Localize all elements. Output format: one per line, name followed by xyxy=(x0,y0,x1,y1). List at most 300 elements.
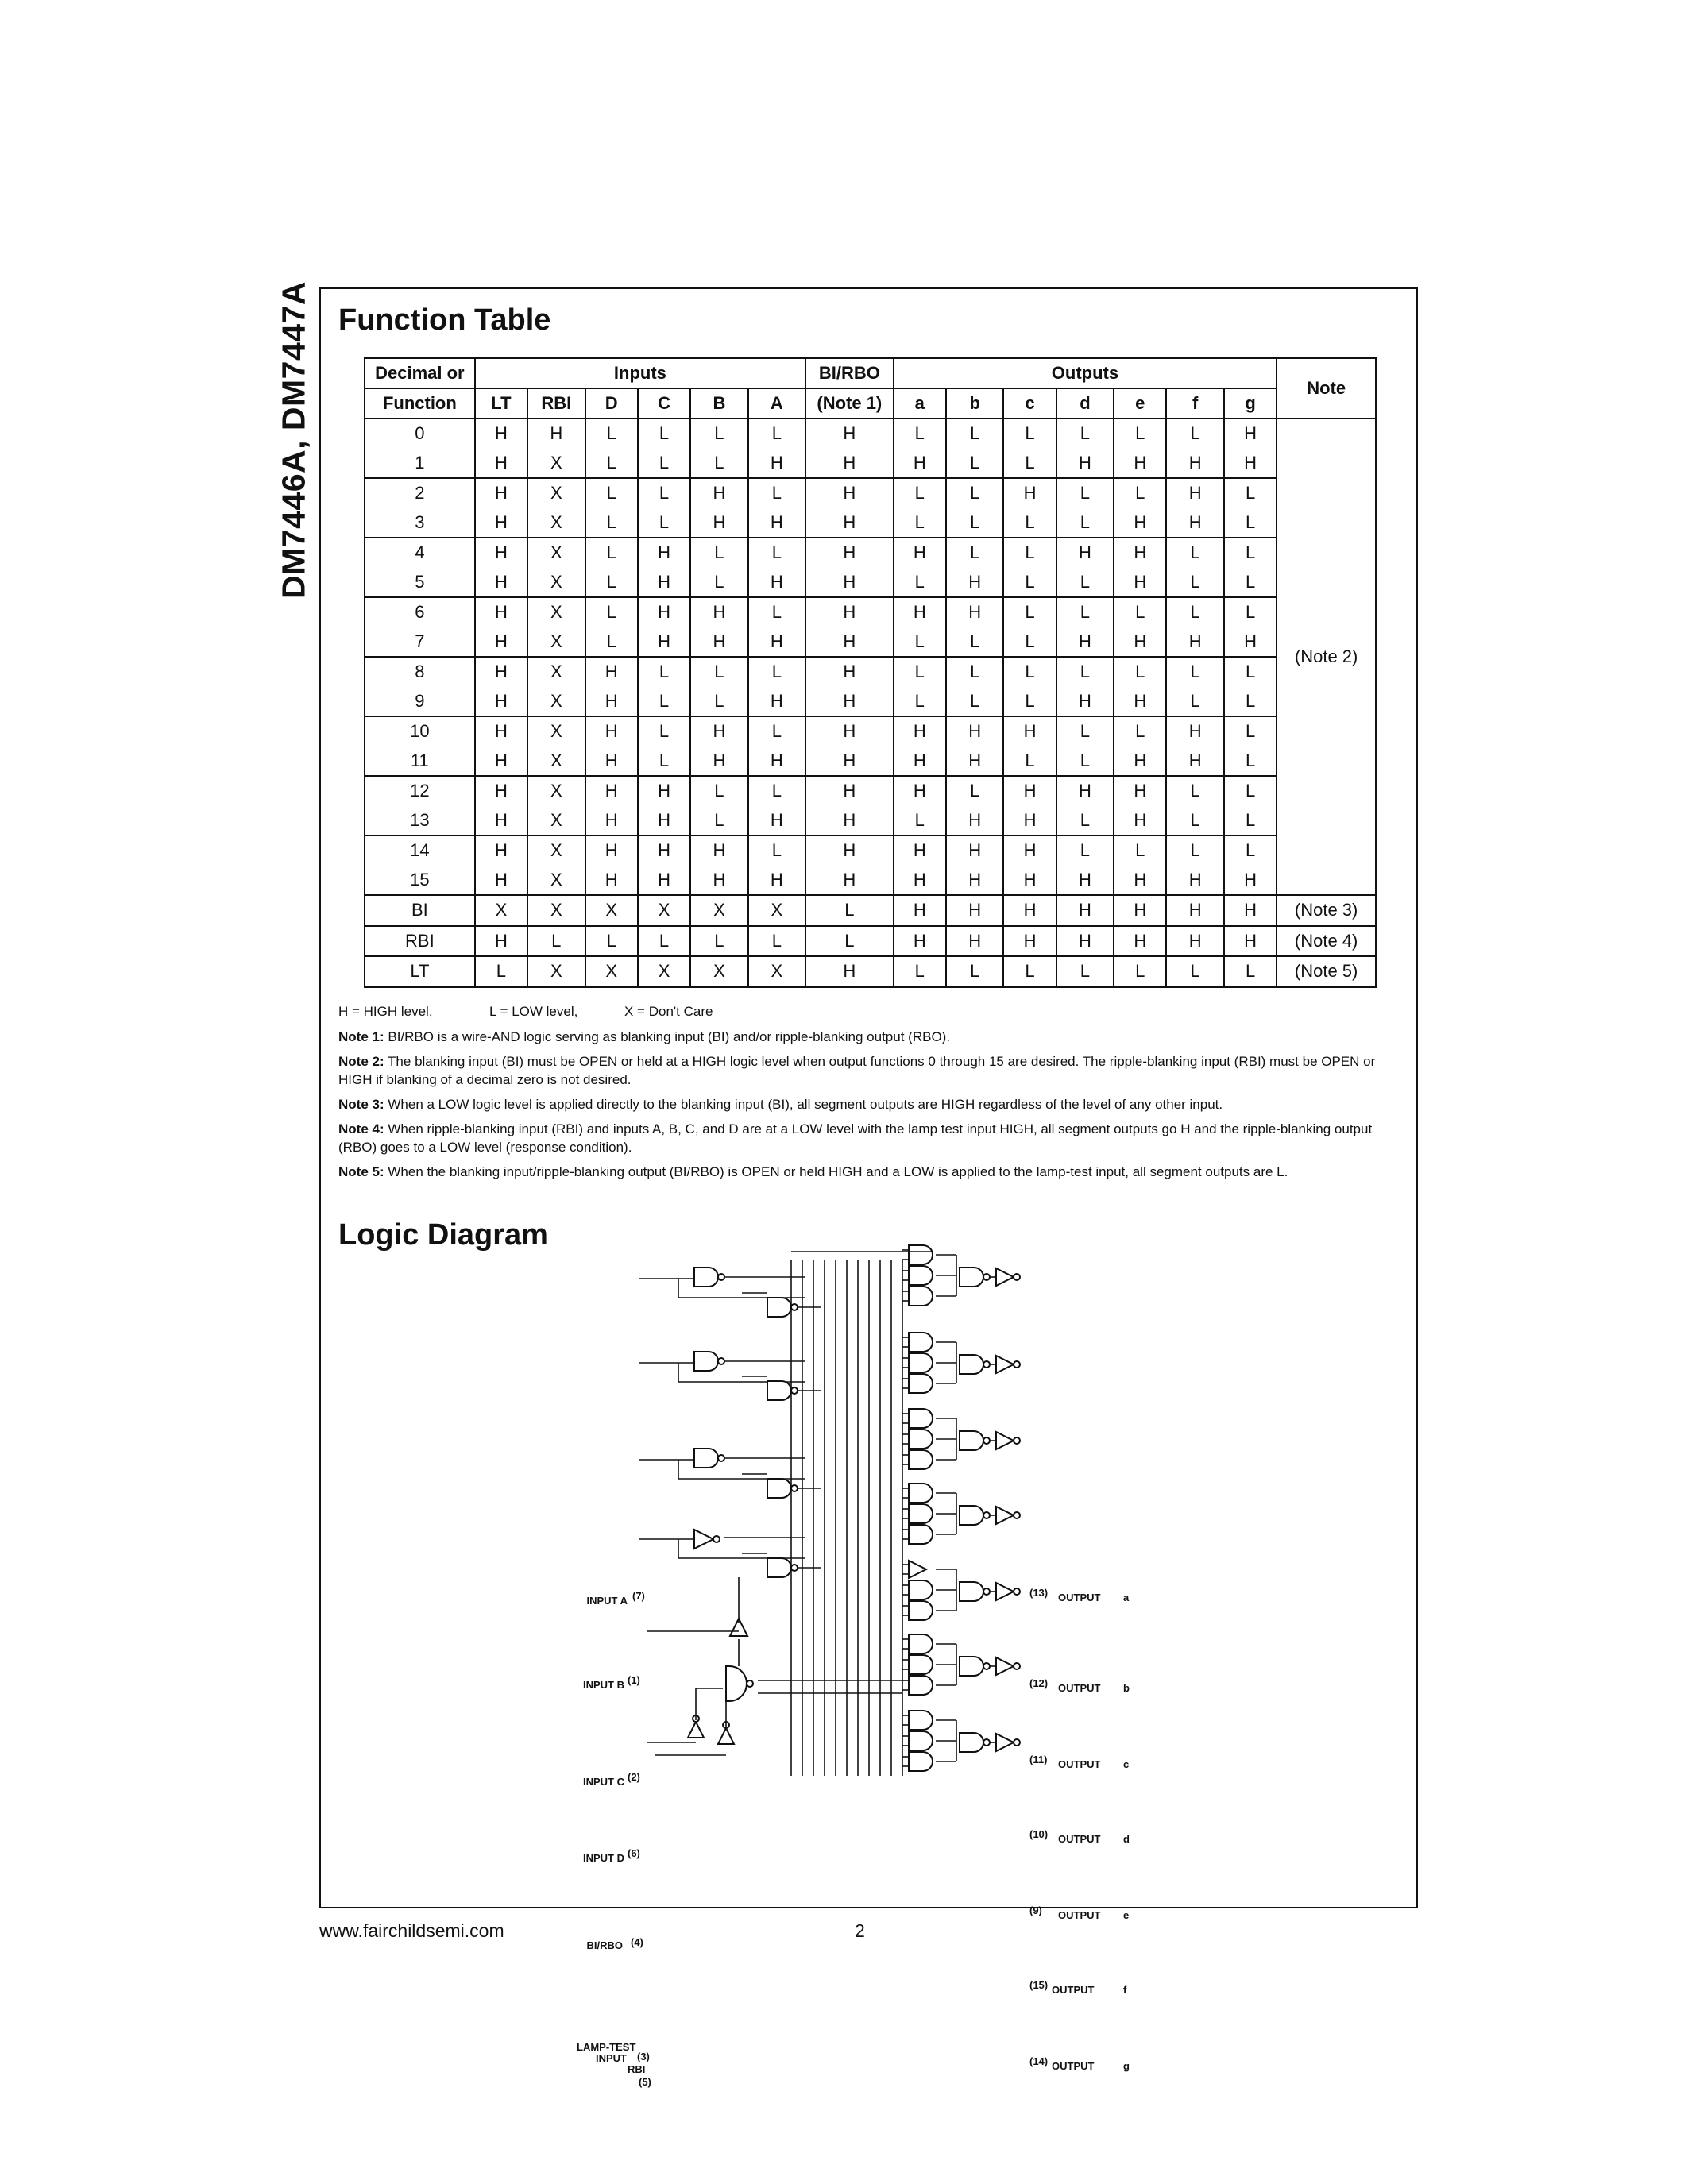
table-row xyxy=(365,835,1376,866)
value-cell: L xyxy=(1003,597,1056,627)
value-cell: H xyxy=(1056,687,1114,717)
value-cell: H xyxy=(894,895,946,926)
value-cell: L xyxy=(946,627,1003,658)
out-c-pin: (11) xyxy=(1029,1754,1048,1765)
value-cell: L xyxy=(1166,597,1223,627)
value-cell: L xyxy=(1056,478,1114,508)
function-table-body xyxy=(365,419,1376,987)
th-col: D xyxy=(585,388,638,419)
th-function: Function xyxy=(365,388,475,419)
value-cell: X xyxy=(527,568,585,598)
value-cell: L xyxy=(638,687,690,717)
value-cell: L xyxy=(638,657,690,687)
table-row xyxy=(365,568,1376,598)
value-cell: L xyxy=(585,538,638,568)
value-cell: H xyxy=(894,747,946,777)
value-cell: H xyxy=(805,538,894,568)
header-row-1 xyxy=(365,358,1376,388)
value-cell: H xyxy=(1166,926,1223,957)
value-cell: L xyxy=(638,508,690,538)
function-cell: 12 xyxy=(365,776,475,806)
value-cell: H xyxy=(1114,926,1166,957)
value-cell: X xyxy=(527,835,585,866)
out-f-seg: f xyxy=(1123,1984,1127,1996)
out-g-seg: g xyxy=(1123,2060,1130,2072)
value-cell: L xyxy=(1166,657,1223,687)
value-cell: H xyxy=(1003,806,1056,836)
value-cell: L xyxy=(585,627,638,658)
value-cell: H xyxy=(1114,866,1166,896)
value-cell: L xyxy=(1224,687,1277,717)
value-cell: H xyxy=(894,926,946,957)
function-cell: 13 xyxy=(365,806,475,836)
table-row xyxy=(365,478,1376,508)
segment-nor-gate xyxy=(960,1268,983,1287)
value-cell: L xyxy=(1114,835,1166,866)
value-cell: L xyxy=(946,687,1003,717)
legend-dont-care: X = Don't Care xyxy=(624,1004,713,1019)
function-cell: 10 xyxy=(365,716,475,747)
th-col: d xyxy=(1056,388,1114,419)
table-row xyxy=(365,716,1376,747)
out-a-label: OUTPUT xyxy=(1058,1592,1101,1603)
value-cell: L xyxy=(748,597,805,627)
value-cell: X xyxy=(527,449,585,479)
th-col: g xyxy=(1224,388,1277,419)
inverter-bubble xyxy=(983,1588,990,1595)
out-d-seg: d xyxy=(1123,1833,1130,1845)
segment-nor-gate xyxy=(960,1657,983,1676)
value-cell: L xyxy=(1224,716,1277,747)
segment-and-gate xyxy=(909,1287,933,1306)
input-d-pin: (6) xyxy=(628,1847,640,1859)
table-row xyxy=(365,449,1376,479)
value-cell: L xyxy=(1056,716,1114,747)
value-cell: H xyxy=(946,568,1003,598)
value-cell: X xyxy=(638,895,690,926)
value-cell: H xyxy=(1166,866,1223,896)
value-cell: H xyxy=(805,866,894,896)
value-cell: L xyxy=(638,419,690,449)
value-cell: H xyxy=(1166,716,1223,747)
value-cell: H xyxy=(805,449,894,479)
value-cell: L xyxy=(894,806,946,836)
value-cell: L xyxy=(894,419,946,449)
table-row xyxy=(365,806,1376,836)
value-cell: L xyxy=(1224,538,1277,568)
table-row xyxy=(365,687,1376,717)
value-cell: H xyxy=(475,716,527,747)
lamp-test-pin: (3) xyxy=(637,2051,650,2062)
value-cell: X xyxy=(690,956,747,987)
inverter-bubble xyxy=(713,1536,720,1542)
segment-nor-gate xyxy=(960,1431,983,1450)
value-cell: H xyxy=(894,449,946,479)
side-title xyxy=(273,281,315,599)
segment-and-gate xyxy=(909,1409,933,1428)
input-b-pin: (1) xyxy=(628,1674,640,1686)
nand-gate xyxy=(767,1381,791,1400)
out-e-seg: e xyxy=(1123,1909,1130,1921)
value-cell: L xyxy=(585,449,638,479)
output-driver xyxy=(996,1657,1014,1675)
value-cell: L xyxy=(748,835,805,866)
value-cell: H xyxy=(475,926,527,957)
bi-rbo-pin: (4) xyxy=(631,1936,643,1948)
value-cell: H xyxy=(1166,449,1223,479)
value-cell: L xyxy=(1003,627,1056,658)
value-cell: X xyxy=(690,895,747,926)
value-cell: H xyxy=(690,478,747,508)
inverter-bubble xyxy=(791,1304,798,1310)
value-cell: L xyxy=(946,956,1003,987)
value-cell: L xyxy=(1224,747,1277,777)
function-table xyxy=(364,357,1377,988)
value-cell: L xyxy=(690,687,747,717)
input-a-label: INPUT A xyxy=(586,1595,628,1607)
value-cell: L xyxy=(690,449,747,479)
rbi-label: RBI xyxy=(628,2063,646,2075)
value-cell: H xyxy=(475,478,527,508)
function-cell: 5 xyxy=(365,568,475,598)
lamp-test-label: LAMP-TEST xyxy=(577,2041,636,2053)
th-note1: (Note 1) xyxy=(805,388,894,419)
value-cell: H xyxy=(805,478,894,508)
value-cell: L xyxy=(690,926,747,957)
value-cell: L xyxy=(1114,716,1166,747)
th-col: C xyxy=(638,388,690,419)
value-cell: L xyxy=(894,478,946,508)
inverter-bubble xyxy=(1014,1739,1020,1746)
value-cell: H xyxy=(946,716,1003,747)
value-cell: H xyxy=(946,835,1003,866)
value-cell: H xyxy=(748,747,805,777)
value-cell: H xyxy=(1003,835,1056,866)
value-cell: L xyxy=(638,449,690,479)
value-cell: H xyxy=(1166,895,1223,926)
segment-and-gate xyxy=(909,1245,933,1264)
input-inverter xyxy=(694,1530,713,1549)
value-cell: H xyxy=(748,866,805,896)
function-cell: LT xyxy=(365,956,475,987)
input-nand-gate xyxy=(694,1449,718,1468)
value-cell: H xyxy=(1224,895,1277,926)
value-cell: H xyxy=(475,687,527,717)
value-cell: X xyxy=(527,508,585,538)
value-cell: H xyxy=(1224,866,1277,896)
segment-and-gate xyxy=(909,1752,933,1771)
nand-gate xyxy=(767,1298,791,1317)
nand-gate xyxy=(767,1558,791,1577)
value-cell: H xyxy=(475,866,527,896)
value-cell: H xyxy=(527,419,585,449)
value-cell: H xyxy=(1056,627,1114,658)
inverter-bubble xyxy=(1014,1274,1020,1280)
th-note: Note xyxy=(1277,358,1376,419)
value-cell: X xyxy=(527,747,585,777)
inverter-bubble xyxy=(983,1739,990,1746)
value-cell: L xyxy=(1114,597,1166,627)
function-cell: 8 xyxy=(365,657,475,687)
value-cell: H xyxy=(638,866,690,896)
logic-diagram-title: Logic Diagram xyxy=(338,1218,548,1252)
segment-nor-gate xyxy=(960,1582,983,1601)
function-cell: 11 xyxy=(365,747,475,777)
ripple-blanking-gate xyxy=(726,1666,747,1701)
inverter-bubble xyxy=(1014,1437,1020,1444)
value-cell: L xyxy=(690,538,747,568)
out-b-label: OUTPUT xyxy=(1058,1682,1101,1694)
th-col: LT xyxy=(475,388,527,419)
value-cell: H xyxy=(946,806,1003,836)
segment-and-gate xyxy=(909,1580,933,1599)
value-cell: L xyxy=(1003,568,1056,598)
value-cell: H xyxy=(1056,538,1114,568)
value-cell: L xyxy=(585,568,638,598)
function-cell: 3 xyxy=(365,508,475,538)
value-cell: X xyxy=(527,687,585,717)
value-cell: L xyxy=(1166,687,1223,717)
rbi-pin: (5) xyxy=(639,2076,651,2088)
nand-gate xyxy=(767,1479,791,1498)
function-table-title: Function Table xyxy=(338,303,551,337)
table-row xyxy=(365,926,1376,957)
value-cell: L xyxy=(946,419,1003,449)
inverter-bubble xyxy=(983,1361,990,1368)
value-cell: X xyxy=(638,956,690,987)
header-row-2 xyxy=(365,388,1376,419)
value-cell: L xyxy=(1224,508,1277,538)
value-cell: H xyxy=(585,835,638,866)
value-cell: H xyxy=(946,926,1003,957)
value-cell: L xyxy=(946,776,1003,806)
segment-and-gate xyxy=(909,1525,933,1544)
bi-rbo-label: BI/RBO xyxy=(586,1939,623,1951)
value-cell: L xyxy=(1056,956,1114,987)
value-cell: L xyxy=(1114,956,1166,987)
value-cell: H xyxy=(1114,895,1166,926)
note-5: Note 5: When the blanking input/ripple-blanking output (BI/RBO) is OPEN or held HIGH and a LOW is applied to the lamp-test input, all segment outputs are L. xyxy=(338,1164,1288,1179)
th-col: f xyxy=(1166,388,1223,419)
circuit-schematic xyxy=(639,1245,1020,1776)
inverter-bubble xyxy=(791,1387,798,1394)
inverter-bubble xyxy=(791,1485,798,1491)
output-driver xyxy=(996,1432,1014,1449)
value-cell: H xyxy=(475,835,527,866)
value-cell: L xyxy=(690,657,747,687)
value-cell: H xyxy=(1114,538,1166,568)
value-cell: H xyxy=(1114,806,1166,836)
inverter-bubble xyxy=(983,1512,990,1518)
value-cell: L xyxy=(894,508,946,538)
value-cell: H xyxy=(1114,449,1166,479)
value-cell: H xyxy=(475,538,527,568)
value-cell: L xyxy=(1056,568,1114,598)
input-nand-gate xyxy=(694,1268,718,1287)
segment-and-gate xyxy=(909,1333,933,1352)
value-cell: H xyxy=(690,716,747,747)
value-cell: L xyxy=(1166,956,1223,987)
value-cell: L xyxy=(1224,806,1277,836)
table-row xyxy=(365,508,1376,538)
value-cell: H xyxy=(690,508,747,538)
value-cell: H xyxy=(1003,926,1056,957)
value-cell: L xyxy=(894,687,946,717)
th-col: RBI xyxy=(527,388,585,419)
inverter-bubble xyxy=(983,1274,990,1280)
value-cell: H xyxy=(805,657,894,687)
output-driver xyxy=(996,1583,1014,1600)
segment-and-gate xyxy=(909,1266,933,1285)
inverter-bubble xyxy=(983,1437,990,1444)
input-c-pin: (2) xyxy=(628,1771,640,1783)
value-cell: H xyxy=(585,747,638,777)
segment-and-gate xyxy=(909,1601,933,1620)
value-cell: L xyxy=(585,478,638,508)
th-outputs: Outputs xyxy=(894,358,1277,388)
table-row xyxy=(365,776,1376,806)
table-row xyxy=(365,538,1376,568)
note-4: Note 4: When ripple-blanking input (RBI) and inputs A, B, C, and D are at a LOW level with the lamp test input HIGH, all segment outputs go H and the ripple-blanking output (RBO) goes to a LOW level (response condition). xyxy=(338,1121,1373,1155)
value-cell: H xyxy=(805,716,894,747)
value-cell: X xyxy=(527,478,585,508)
logic-diagram xyxy=(577,1268,1171,2088)
inverter-bubble xyxy=(718,1455,724,1461)
value-cell: L xyxy=(1003,956,1056,987)
value-cell: H xyxy=(1056,449,1114,479)
table-row xyxy=(365,956,1376,987)
value-cell: H xyxy=(585,866,638,896)
out-f-pin: (15) xyxy=(1029,1979,1049,1991)
out-c-seg: c xyxy=(1123,1758,1130,1770)
value-cell: L xyxy=(1056,597,1114,627)
value-cell: L xyxy=(1114,478,1166,508)
side-title-text: DM7446A, DM7447A xyxy=(275,281,312,599)
value-cell: H xyxy=(946,866,1003,896)
inverter-bubble xyxy=(791,1565,798,1571)
value-cell: H xyxy=(748,568,805,598)
value-cell: H xyxy=(1166,478,1223,508)
value-cell: L xyxy=(690,419,747,449)
output-driver xyxy=(996,1356,1014,1373)
value-cell: X xyxy=(527,866,585,896)
value-cell: L xyxy=(1114,419,1166,449)
value-cell: H xyxy=(946,895,1003,926)
value-cell: L xyxy=(1056,806,1114,836)
table-row xyxy=(365,866,1376,896)
lamp-test-sub: INPUT xyxy=(596,2052,627,2064)
value-cell: L xyxy=(1224,657,1277,687)
row-note-bi: (Note 3) xyxy=(1277,895,1376,926)
inverter-bubble xyxy=(747,1680,753,1687)
value-cell: H xyxy=(805,956,894,987)
value-cell: H xyxy=(1114,747,1166,777)
legend-low: L = LOW level, xyxy=(489,1004,578,1019)
function-cell: 1 xyxy=(365,449,475,479)
legend xyxy=(338,1004,713,1020)
segment-and-gate xyxy=(909,1374,933,1393)
value-cell: L xyxy=(748,716,805,747)
value-cell: L xyxy=(1056,835,1114,866)
value-cell: X xyxy=(585,895,638,926)
th-col: A xyxy=(748,388,805,419)
value-cell: L xyxy=(805,895,894,926)
value-cell: L xyxy=(585,419,638,449)
value-cell: L xyxy=(748,776,805,806)
value-cell: L xyxy=(638,926,690,957)
function-cell: 6 xyxy=(365,597,475,627)
value-cell: H xyxy=(894,716,946,747)
value-cell: H xyxy=(585,687,638,717)
output-driver xyxy=(996,1507,1014,1524)
value-cell: X xyxy=(527,956,585,987)
value-cell: H xyxy=(748,806,805,836)
footer-url[interactable]: www.fairchildsemi.com xyxy=(319,1920,504,1941)
input-b-label: INPUT B xyxy=(583,1679,624,1691)
value-cell: H xyxy=(475,508,527,538)
value-cell: L xyxy=(1003,419,1056,449)
value-cell: H xyxy=(805,568,894,598)
segment-and-gate xyxy=(909,1711,933,1730)
inverter-bubble xyxy=(983,1663,990,1669)
out-f-label: OUTPUT xyxy=(1052,1984,1095,1996)
row-note-main: (Note 2) xyxy=(1277,419,1376,895)
segment-and-gate xyxy=(909,1430,933,1449)
out-g-label: OUTPUT xyxy=(1052,2060,1095,2072)
value-cell: H xyxy=(585,776,638,806)
page-number: 2 xyxy=(855,1920,865,1941)
value-cell: H xyxy=(805,776,894,806)
out-b-pin: (12) xyxy=(1029,1677,1049,1689)
function-cell: 9 xyxy=(365,687,475,717)
value-cell: H xyxy=(690,835,747,866)
value-cell: L xyxy=(946,478,1003,508)
value-cell: H xyxy=(585,657,638,687)
value-cell: L xyxy=(1003,449,1056,479)
value-cell: H xyxy=(1003,478,1056,508)
value-cell: H xyxy=(1166,508,1223,538)
value-cell: L xyxy=(638,478,690,508)
segment-and-gate xyxy=(909,1731,933,1750)
value-cell: H xyxy=(475,806,527,836)
value-cell: L xyxy=(946,657,1003,687)
value-cell: L xyxy=(748,419,805,449)
value-cell: H xyxy=(638,627,690,658)
segment-nor-gate xyxy=(960,1355,983,1374)
value-cell: H xyxy=(690,627,747,658)
row-note-lt: (Note 5) xyxy=(1277,956,1376,987)
th-col: b xyxy=(946,388,1003,419)
th-col: B xyxy=(690,388,747,419)
value-cell: H xyxy=(805,747,894,777)
value-cell: L xyxy=(1224,478,1277,508)
th-col: a xyxy=(894,388,946,419)
segment-and-gate xyxy=(909,1450,933,1469)
value-cell: L xyxy=(1166,806,1223,836)
value-cell: L xyxy=(1003,687,1056,717)
value-cell: L xyxy=(748,538,805,568)
value-cell: H xyxy=(1166,627,1223,658)
value-cell: L xyxy=(946,449,1003,479)
value-cell: L xyxy=(1224,956,1277,987)
output-driver xyxy=(996,1734,1014,1751)
value-cell: H xyxy=(805,627,894,658)
value-cell: H xyxy=(475,597,527,627)
table-row xyxy=(365,895,1376,926)
input-nand-gate xyxy=(694,1352,718,1371)
value-cell: L xyxy=(1224,597,1277,627)
inverter-bubble xyxy=(718,1274,724,1280)
